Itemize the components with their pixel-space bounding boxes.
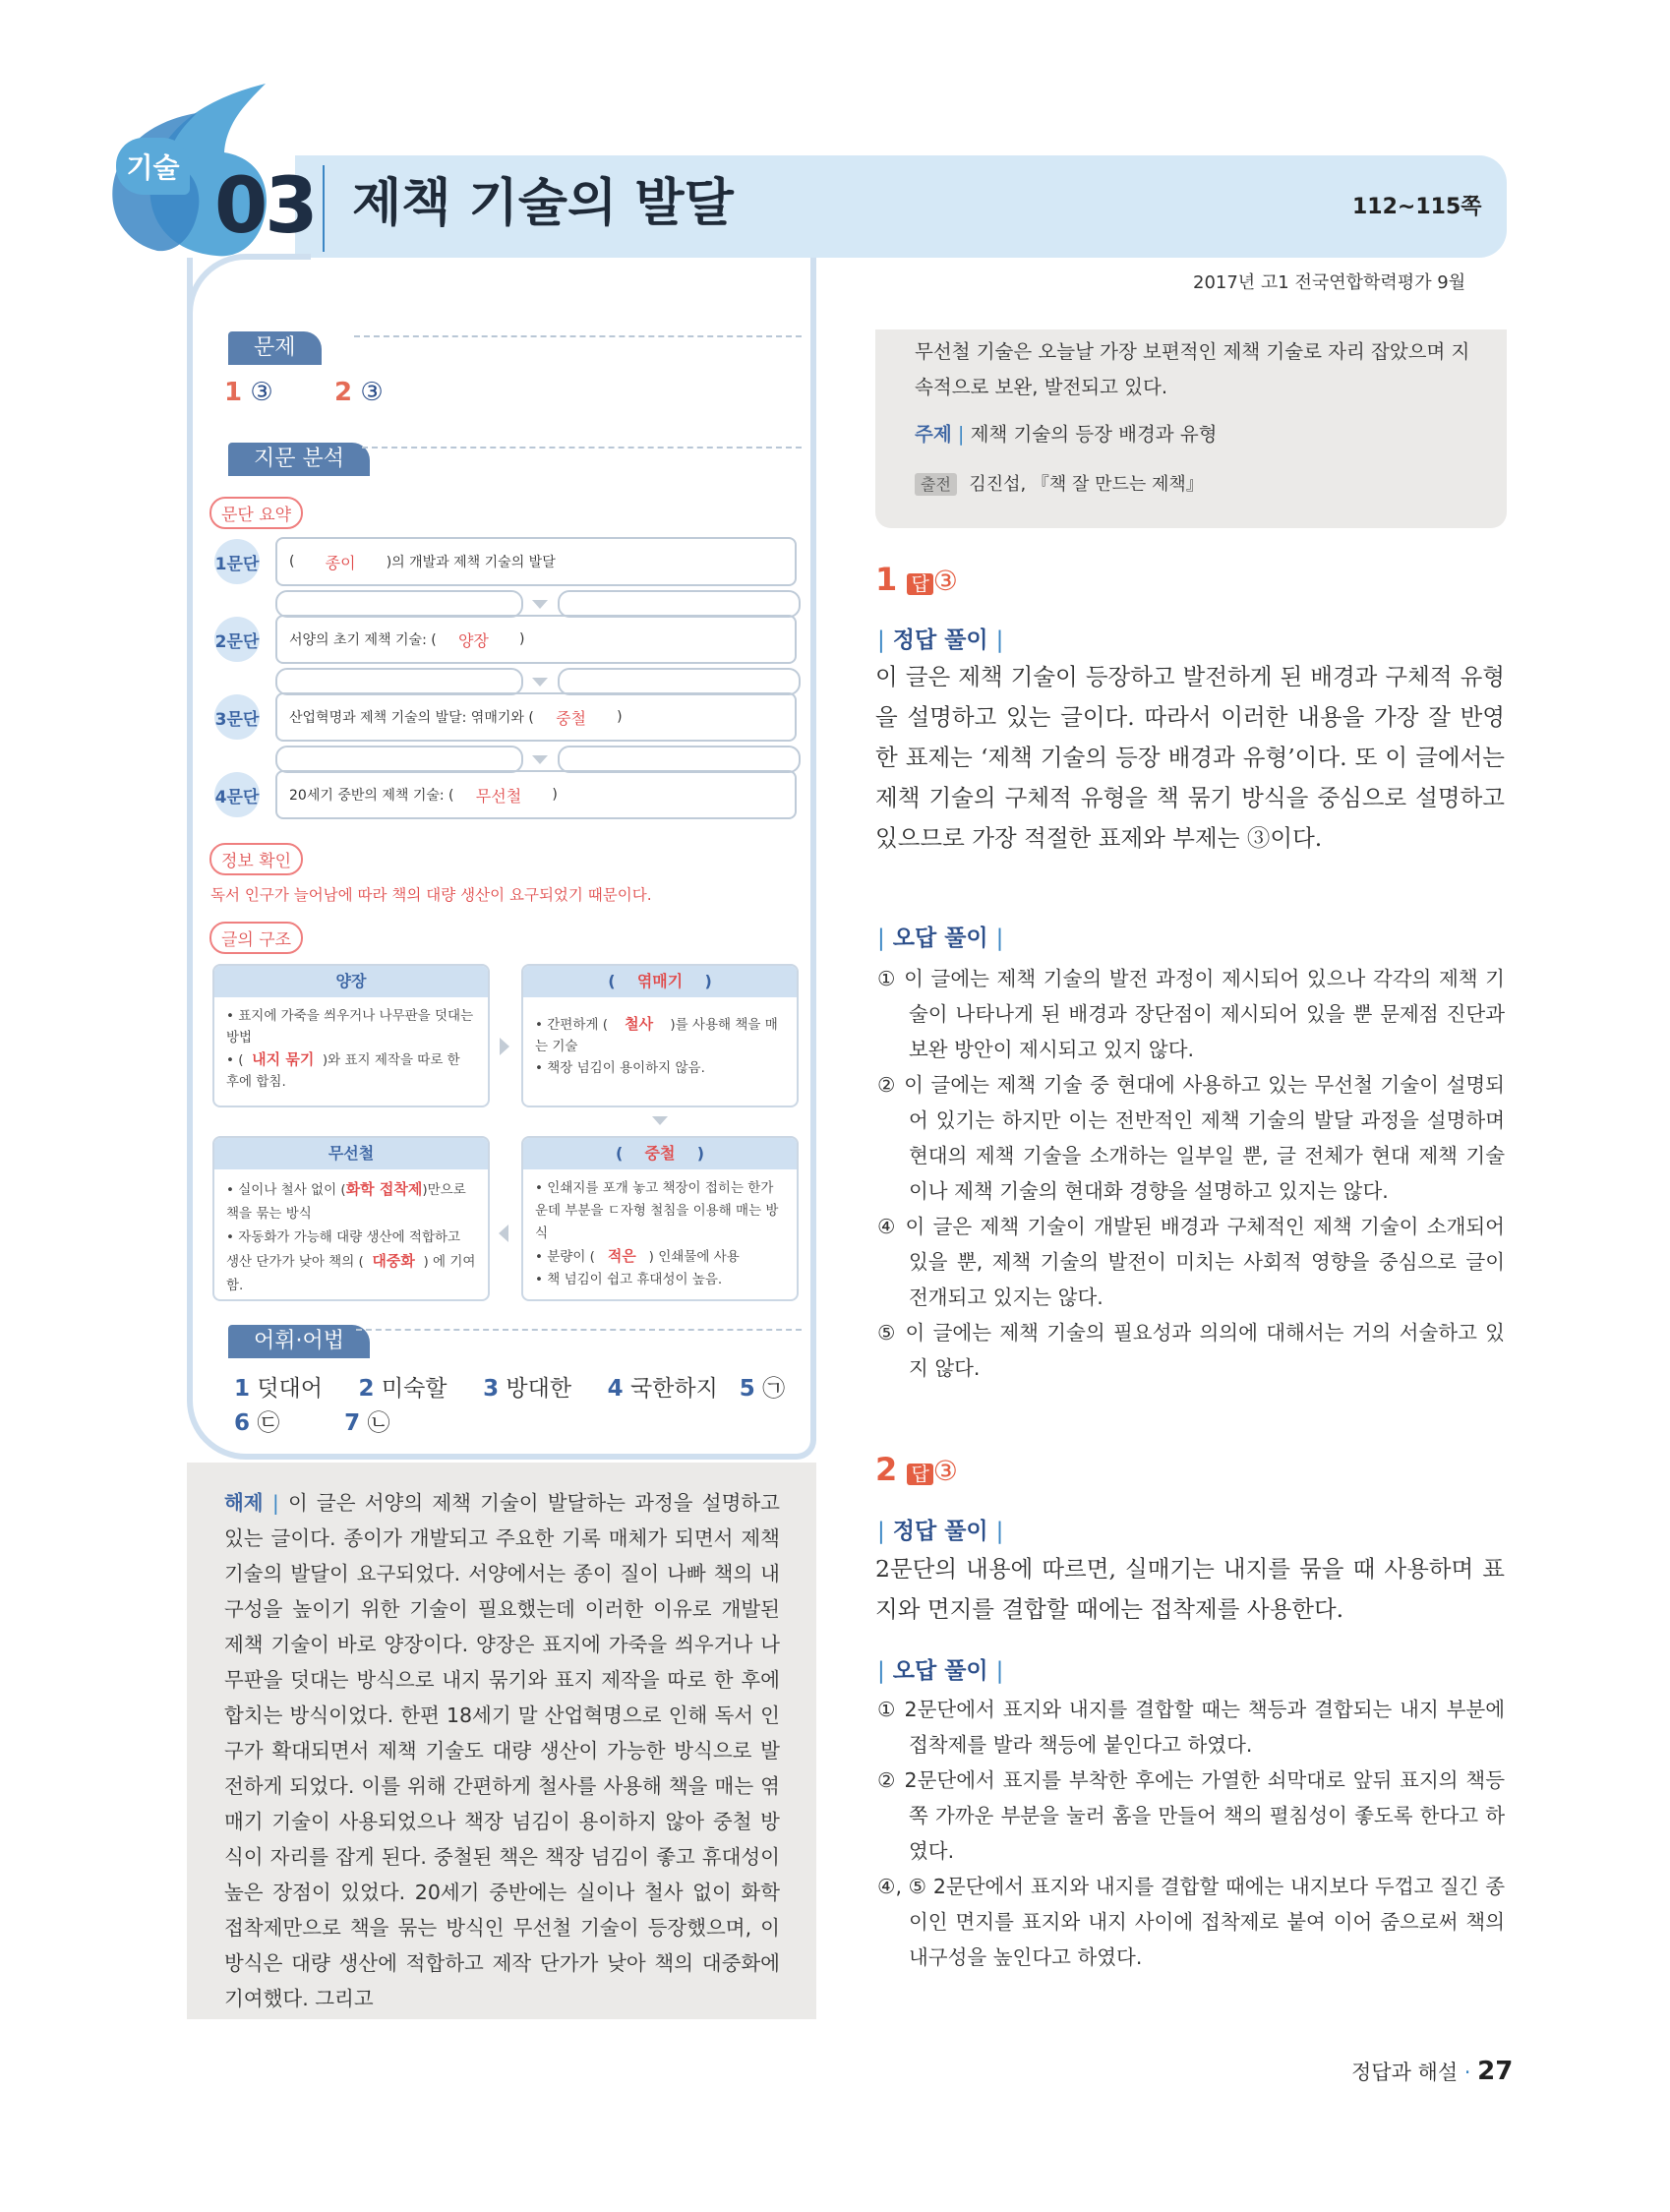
q1-correct-heading: | 정답 풀이 | bbox=[877, 628, 1004, 653]
structure-box-yeokmaegi bbox=[521, 964, 799, 1107]
arrow-down-icon bbox=[652, 1116, 668, 1125]
list-item: ① 2문단에서 표지와 내지를 결합할 때는 책등과 결합되는 내지 부분에 접착제를 발라 책등에 붙인다고 하였다. bbox=[877, 1698, 1505, 1757]
list-item: ① 이 글에는 제책 기술의 발전 과정이 제시되어 있으나 각각의 제책 기술이 나타나게 된 배경과 장단점이 제시되어 있을 뿐 문제점 진단과 보완 방안이 제시되고 있지 않다. bbox=[877, 967, 1505, 1061]
divider bbox=[356, 1329, 802, 1331]
topic-line: 주제 | 제책 기술의 등장 배경과 유형 bbox=[915, 423, 1218, 446]
structure-box-jungcheol bbox=[521, 1136, 799, 1301]
summary-pill: 문단 요약 bbox=[209, 497, 303, 529]
connector bbox=[558, 668, 801, 695]
connector bbox=[558, 590, 801, 618]
vocab-header bbox=[228, 1325, 370, 1358]
connector bbox=[275, 746, 523, 773]
para-label: 3문단 bbox=[214, 694, 260, 740]
q2-wrong-heading: | 오답 풀이 | bbox=[877, 1658, 1004, 1684]
source-line: 출전 김진섭, 『책 잘 만드는 제책』 bbox=[915, 466, 1204, 503]
question-2-header: 2 답 ③ bbox=[875, 1451, 958, 1488]
struct-line: • 인쇄지를 포개 놓고 책장이 접히는 한가운데 부분을 ㄷ자형 철침을 이용해 매는 방식 bbox=[535, 1180, 779, 1241]
struct-line: • 책장 넘김이 용이하지 않음. bbox=[535, 1060, 705, 1076]
info-text: 독서 인구가 늘어남에 따라 책의 대량 생산이 요구되었기 때문이다. bbox=[210, 886, 652, 904]
divider bbox=[362, 447, 802, 448]
struct-title: ( 엮매기 ) bbox=[523, 966, 797, 997]
struct-line: • ( 내지 묶기 )와 표지 제작을 따로 한 후에 합침. bbox=[226, 1050, 460, 1090]
jimun-label: 지문 분석 bbox=[228, 443, 370, 476]
q2-wrong-list bbox=[875, 1692, 1505, 1975]
struct-line: • 책 넘김이 쉽고 휴대성이 높음. bbox=[535, 1272, 723, 1287]
struct-line: • 간편하게 ( 철사 )를 사용해 책을 매는 기술 bbox=[535, 1015, 778, 1054]
list-item: ② 2문단에서 표지를 부착한 후에는 가열한 쇠막대로 앞뒤 표지의 책등 쪽 가까운 부분을 눌러 홈을 만들어 책의 펼침성이 좋도록 한다고 하였다. bbox=[877, 1768, 1505, 1863]
list-item: ⑤ 이 글에는 제책 기술의 필요성과 의의에 대해서는 거의 서술하고 있지 않다. bbox=[877, 1321, 1505, 1380]
summary-continuation: 무선철 기술은 오늘날 가장 보편적인 제책 기술로 자리 잡았으며 지속적으로 보완, 발전되고 있다. bbox=[915, 340, 1470, 398]
list-item: ④, ⑤ 2문단에서 표지와 내지를 결합할 때에는 내지보다 두껍고 질긴 종이인 면지를 표지와 내지 사이에 접착제로 붙여 이어 줌으로써 책의 내구성을 높인다고 하였다. bbox=[877, 1875, 1505, 1969]
structure-box-museoncheol bbox=[212, 1136, 490, 1301]
para-label: 2문단 bbox=[214, 617, 260, 662]
struct-title: 양장 bbox=[214, 966, 488, 997]
jimun-header bbox=[228, 443, 370, 476]
para-label: 4문단 bbox=[214, 772, 260, 817]
arrow-down-icon bbox=[532, 678, 548, 687]
munje-header bbox=[228, 331, 322, 365]
answer-2: 2 ③ bbox=[334, 378, 384, 407]
q1-correct-text: 이 글은 제책 기술이 등장하고 발전하게 된 배경과 구체적 유형을 설명하고 있는 글이다. 따라서 이러한 내용을 가장 잘 반영한 표제는 ‘제책 기술의 등장 배경과 유형’이다. 또 이 글에서는 제책 기술의 구체적 유형을 책 묶기 방식을 중심으로 설명하고 있으므로 가장 적절한 표제와 부제는 ③이다. bbox=[875, 663, 1505, 852]
connector bbox=[275, 590, 523, 618]
struct-title: 무선철 bbox=[214, 1138, 488, 1169]
page-footer: 정답과 해설 · 27 bbox=[1351, 2057, 1514, 2086]
exam-source: 2017년 고1 전국연합학력평가 9월 bbox=[1193, 272, 1466, 293]
vocab-answers-row2: 6 ㉢ 7 ㉡ bbox=[234, 1410, 390, 1436]
vocab-label: 어휘·어법 bbox=[228, 1325, 370, 1358]
answer-1: 1 ③ bbox=[224, 378, 273, 407]
struct-line: • 분량이 ( 적은 ) 인쇄물에 사용 bbox=[535, 1247, 740, 1265]
structure-pill: 글의 구조 bbox=[209, 922, 303, 954]
haeje-text: 해제 | 이 글은 서양의 제책 기술이 발달하는 과정을 설명하고 있는 글이다. 종이가 개발되고 주요한 기록 매체가 되면서 제책 기술의 발달이 요구되었다. 서양에서는 종이 질이 나빠 책의 내구성을 높이기 위한 기술이 필요했는데 이러한 이유로 개발된 제책 기술이 바로 양장이다. 양장은 표지에 가죽을 씌우거나 나무판을 덧대는 방식으로 내지 묶기와 표지 제작을 따로 한 후에 합치는 방식이었다. 한편 18세기 말 산업혁명으로 인해 독서 인구가 확대되면서 제책 기술도 대량 생산이 가능한 방식으로 발전하게 되었다. 이를 위해 간편하게 철사를 사용해 책을 매는 엮매기 기술이 사용되었으나 책장 넘김이 용이하지 않아 중철 방식이 자리를 잡게 된다. 중철된 책은 책장 넘김이 좋고 휴대성이 높은 장점이 있었다. 20세기 중반에는 실이나 철사 없이 화학 접착제만으로 책을 묶는 방식인 무선철 기술이 등장했으며, 이 방식은 대량 생산에 적합하고 제작 단가가 낮아 책의 대중화에 기여했다. 그리고 bbox=[224, 1491, 780, 2010]
para-label: 1문단 bbox=[214, 539, 260, 584]
arrow-down-icon bbox=[532, 755, 548, 764]
category-tag: 기술 bbox=[116, 138, 190, 195]
source-badge: 출전 bbox=[915, 473, 957, 496]
list-item: ② 이 글에는 제책 기술 중 현대에 사용하고 있는 무선철 기술이 설명되어 있기는 하지만 이는 전반적인 제책 기술의 발달 과정을 설명하며 현대의 제책 기술을 소개하는 일부일 뿐, 글 전체가 현대 제책 기술이나 제책 기술의 현대화 경향을 설명하고 있지는 않다. bbox=[877, 1073, 1505, 1203]
struct-line: • 표지에 가죽을 씌우거나 나무판을 덧대는 방법 bbox=[226, 1008, 474, 1046]
para-summary-3: 산업혁명과 제책 기술의 발달: 엮매기와 ( 중철 ) bbox=[275, 692, 797, 742]
info-pill: 정보 확인 bbox=[209, 843, 303, 875]
struct-line: • 실이나 철사 없이 (화학 접착제)만으로 책을 묶는 방식 bbox=[226, 1180, 466, 1222]
page-range: 112~115쪽 bbox=[1352, 195, 1482, 219]
page-title: 제책 기술의 발달 bbox=[352, 174, 734, 233]
question-1-header: 1 답 ③ bbox=[875, 561, 958, 598]
arrow-left-icon bbox=[499, 1225, 508, 1242]
q1-wrong-heading: | 오답 풀이 | bbox=[877, 926, 1004, 951]
connector bbox=[558, 746, 801, 773]
connector bbox=[275, 668, 523, 695]
section-number: 03 bbox=[214, 162, 316, 251]
divider bbox=[354, 335, 802, 337]
structure-box-yangjang bbox=[212, 964, 490, 1107]
arrow-down-icon bbox=[532, 600, 548, 609]
list-item: ④ 이 글은 제책 기술이 개발된 배경과 구체적인 제책 기술이 소개되어 있을 뿐, 제책 기술의 발전이 미치는 사회적 영향을 중심으로 글이 전개되고 있지는 않다. bbox=[877, 1215, 1505, 1309]
arrow-right-icon bbox=[500, 1038, 509, 1055]
para-summary-4: 20세기 중반의 제책 기술: ( 무선철 ) bbox=[275, 770, 797, 819]
para-summary-1: ( 종이 )의 개발과 제책 기술의 발달 bbox=[275, 537, 797, 586]
q2-correct-heading: | 정답 풀이 | bbox=[877, 1519, 1004, 1544]
para-summary-2: 서양의 초기 제책 기술: ( 양장 ) bbox=[275, 615, 797, 664]
vocab-answers-row1: 1 덧대어 2 미숙할 3 방대한 4 국한하지 5 ㉠ bbox=[234, 1376, 786, 1402]
title-divider bbox=[323, 165, 325, 252]
q2-correct-text: 2문단의 내용에 따르면, 실매기는 내지를 묶을 때 사용하며 표지와 면지를 결합할 때에는 접착제를 사용한다. bbox=[875, 1555, 1505, 1623]
struct-line: • 자동화가 가능해 대량 생산에 적합하고 생산 단가가 낮아 책의 ( 대중화 ) 에 기여함. bbox=[226, 1229, 476, 1293]
munje-label: 문제 bbox=[228, 331, 322, 365]
struct-title: ( 중철 ) bbox=[523, 1138, 797, 1169]
q1-wrong-list bbox=[875, 961, 1505, 1386]
